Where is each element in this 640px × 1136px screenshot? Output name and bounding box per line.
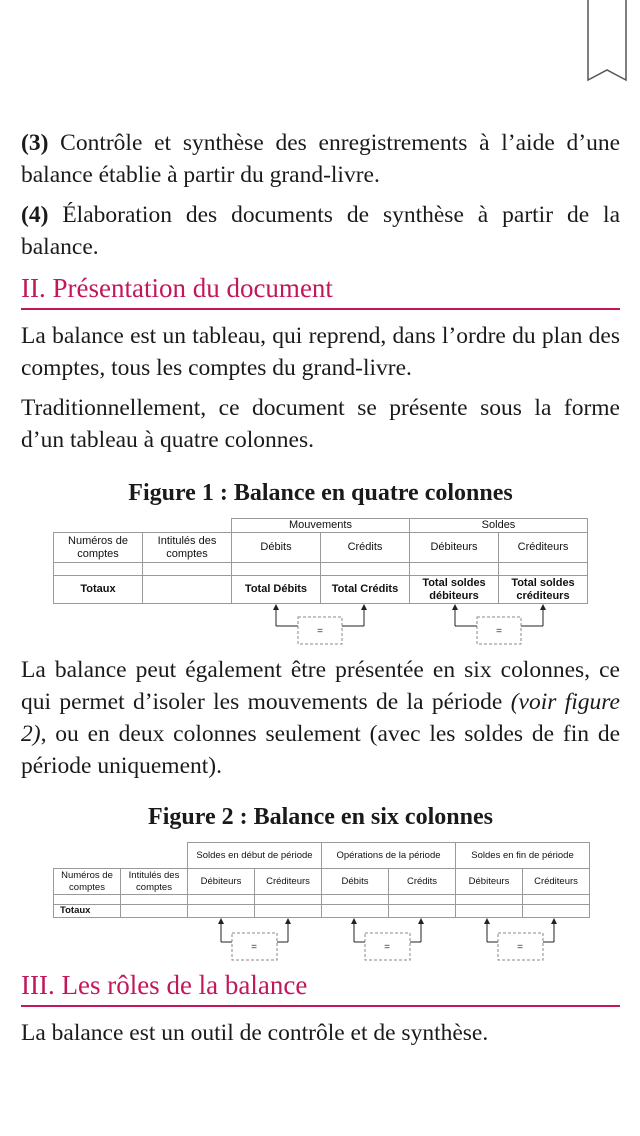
- item-number: (3): [21, 130, 49, 156]
- bookmark-icon[interactable]: [587, 0, 627, 82]
- group-debut: Soldes en début de période: [188, 843, 322, 869]
- figure-1-table: [21, 518, 620, 646]
- col-crediteurs: Créditeurs: [499, 533, 588, 563]
- equal-sign: =: [251, 942, 257, 953]
- total-soldes-crediteurs: Total soldes créditeurs: [499, 576, 588, 604]
- group-soldes: Soldes: [410, 519, 588, 533]
- equality-group-debut: [221, 921, 288, 960]
- totaux-label: Totaux: [54, 576, 143, 604]
- col-crediteurs-debut: Créditeurs: [255, 869, 322, 895]
- figure-2-title: Figure 2 : Balance en six colonnes: [148, 804, 493, 830]
- group-operations: Opérations de la période: [322, 843, 456, 869]
- figure-2-table: [21, 842, 620, 962]
- total-credits: Total Crédits: [321, 576, 410, 604]
- figure-1-equality-arrows: [53, 604, 588, 646]
- equality-group-operations: [354, 921, 421, 960]
- paragraph-six-columns: [21, 654, 620, 782]
- col-intitules: Intitulés des comptes: [143, 533, 232, 563]
- paragraph: La balance est un outil de contrôle et de synthèse.: [21, 1020, 489, 1046]
- group-mouvements: Mouvements: [232, 519, 410, 533]
- figure-1-title: Figure 1 : Balance en quatre colonnes: [128, 480, 513, 506]
- paragraph: Traditionnellement, ce document se présente sous la forme d’un tableau à quatre colonnes.: [21, 395, 620, 453]
- text: , ou en deux colonnes seulement (avec les soldes de fin de période uniquement).: [21, 721, 620, 779]
- col-debiteurs: Débiteurs: [410, 533, 499, 563]
- intro-item-4: [21, 199, 620, 263]
- paragraph: La balance est un tableau, qui reprend, dans l’ordre du plan des comptes, tous les comptes du grand-livre.: [21, 323, 620, 381]
- totaux-label: Totaux: [54, 905, 121, 918]
- total-soldes-debiteurs: Total soldes débiteurs: [410, 576, 499, 604]
- intro-item-3: [21, 127, 620, 191]
- section-heading-3: III. Les rôles de la balance: [21, 968, 620, 1007]
- col-debiteurs-debut: Débiteurs: [188, 869, 255, 895]
- item-text: Contrôle et synthèse des enregistrements à l’aide d’une balance établie à partir du grand-livre.: [21, 130, 620, 188]
- col-numeros: Numéros de comptes: [54, 533, 143, 563]
- text: La balance peut également être présentée en six colonnes, ce qui permet d’isoler les mouvements de la période: [21, 657, 620, 715]
- col-numeros: Numéros de comptes: [54, 869, 121, 895]
- figure-reference: (voir figure 2): [21, 689, 620, 747]
- col-debiteurs-fin: Débiteurs: [456, 869, 523, 895]
- section-heading-2: II. Présentation du document: [21, 271, 620, 310]
- figure-2-equality-arrows: [53, 918, 588, 962]
- equal-sign: =: [496, 626, 502, 637]
- item-text: Élaboration des documents de synthèse à partir de la balance.: [21, 202, 620, 260]
- page-content: [21, 127, 620, 1057]
- equal-sign: =: [517, 942, 523, 953]
- col-intitules: Intitulés des comptes: [121, 869, 188, 895]
- item-number: (4): [21, 202, 49, 228]
- col-debits: Débits: [232, 533, 321, 563]
- col-crediteurs-fin: Créditeurs: [523, 869, 590, 895]
- col-credits: Crédits: [321, 533, 410, 563]
- col-credits: Crédits: [389, 869, 456, 895]
- total-debits: Total Débits: [232, 576, 321, 604]
- group-fin: Soldes en fin de période: [456, 843, 590, 869]
- equal-sign: =: [317, 626, 323, 637]
- equal-sign: =: [384, 942, 390, 953]
- equality-group-fin: [487, 921, 554, 960]
- col-debits: Débits: [322, 869, 389, 895]
